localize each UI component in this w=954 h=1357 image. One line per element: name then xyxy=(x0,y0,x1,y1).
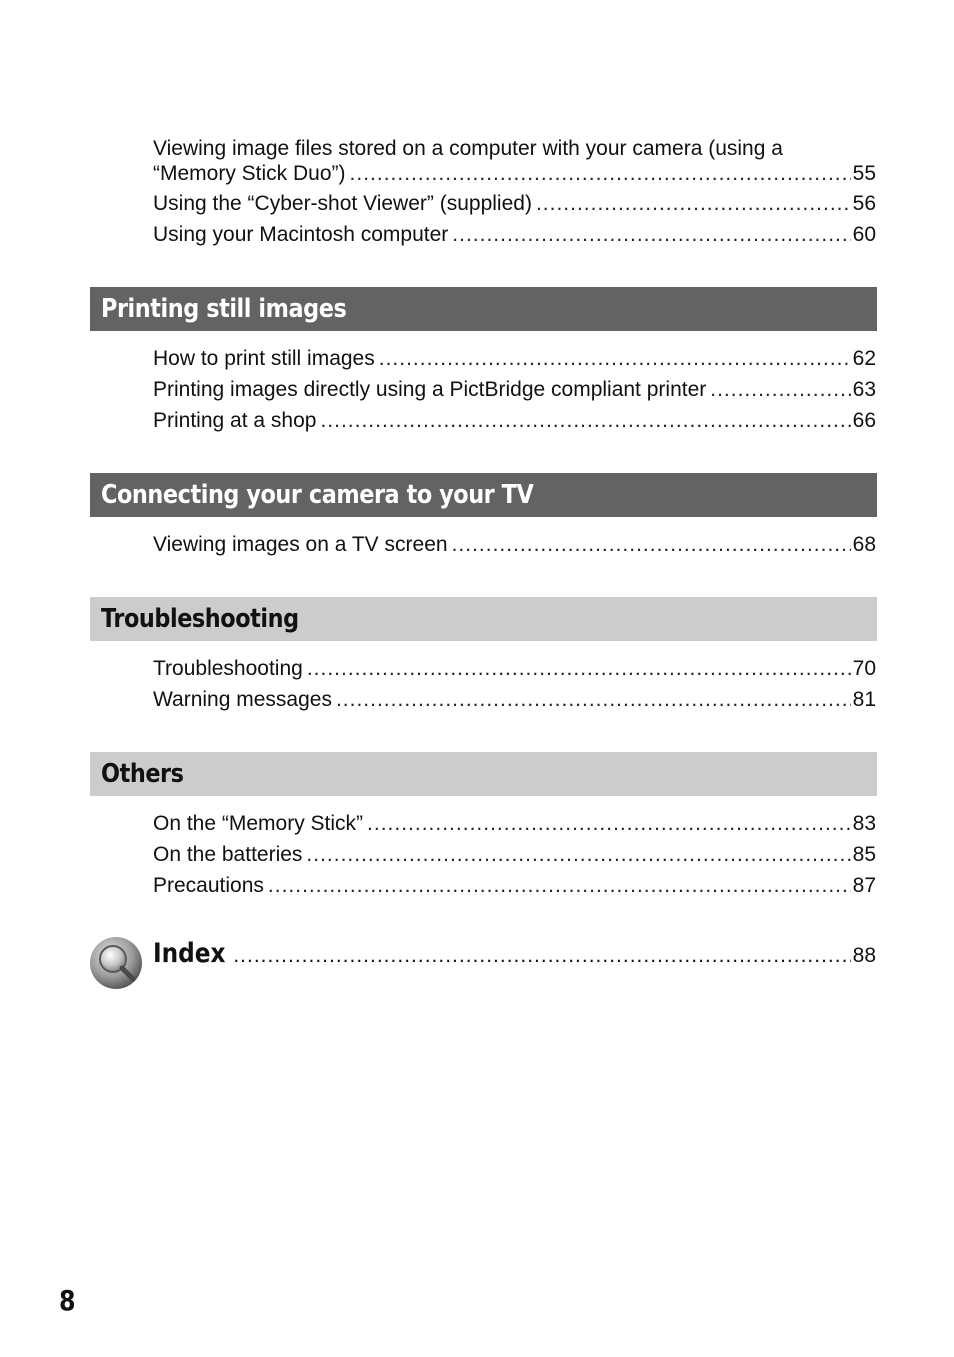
section-title: Others xyxy=(101,759,184,789)
toc-entry[interactable] xyxy=(153,188,876,219)
toc-entry[interactable] xyxy=(153,405,876,436)
toc-entry[interactable] xyxy=(153,219,876,250)
toc-entry[interactable] xyxy=(153,529,876,560)
toc-entry[interactable] xyxy=(153,684,876,715)
toc-entry-label: Printing at a shop xyxy=(153,409,317,432)
toc-entry-label: How to print still images xyxy=(153,347,375,370)
section-title: Connecting your camera to your TV xyxy=(101,480,534,510)
toc-entry[interactable] xyxy=(153,839,876,870)
toc-entry[interactable] xyxy=(153,653,876,684)
toc-entry[interactable] xyxy=(153,808,876,839)
leader-dots xyxy=(306,839,850,870)
section-title: Printing still images xyxy=(101,294,347,324)
section-entries-tv xyxy=(153,529,876,560)
toc-entry[interactable] xyxy=(153,343,876,374)
toc-entry-page: 63 xyxy=(852,378,876,401)
section-header-printing xyxy=(90,287,877,331)
toc-entry-page: 87 xyxy=(852,874,876,897)
index-page: 88 xyxy=(852,944,876,967)
leader-dots xyxy=(320,405,850,436)
section-entries-troubleshooting xyxy=(153,653,876,715)
index-label: Index xyxy=(153,938,226,969)
toc-entry-page: 83 xyxy=(852,812,876,835)
toc-entry-label: On the batteries xyxy=(153,843,303,866)
toc-entry-page: 68 xyxy=(852,533,876,556)
toc-entry-label: Viewing image files stored on a computer with your camera (using a xyxy=(153,137,783,160)
toc-entry-page: 60 xyxy=(852,223,876,246)
page-number: 8 xyxy=(59,1284,76,1317)
leader-dots xyxy=(336,684,851,715)
leader-dots xyxy=(367,808,851,839)
index-entry[interactable] xyxy=(153,938,876,969)
toc-entry-label: Viewing images on a TV screen xyxy=(153,533,448,556)
toc-entry-label: Troubleshooting xyxy=(153,657,303,680)
leader-dots xyxy=(350,161,851,186)
toc-entry-page: 56 xyxy=(852,192,876,215)
section-header-tv xyxy=(90,473,877,517)
leader-dots xyxy=(379,343,851,374)
toc-entry-label: Printing images directly using a PictBridge compliant printer xyxy=(153,378,707,401)
leader-dots xyxy=(268,870,851,901)
toc-entry-page: 81 xyxy=(852,688,876,711)
leader-dots xyxy=(452,529,851,560)
toc-entry-page: 55 xyxy=(852,162,876,185)
toc-entry-label: Using your Macintosh computer xyxy=(153,223,449,246)
toc-entry-page: 62 xyxy=(852,347,876,370)
section-title: Troubleshooting xyxy=(101,604,299,634)
section-entries-others xyxy=(153,808,876,901)
toc-entry[interactable] xyxy=(153,374,876,405)
magnifier-icon xyxy=(89,936,143,990)
toc-entry-label: Using the “Cyber-shot Viewer” (supplied) xyxy=(153,192,532,215)
leader-dots xyxy=(233,944,850,968)
section-header-troubleshooting xyxy=(90,597,877,641)
toc-entry-page: 66 xyxy=(852,409,876,432)
toc-entry[interactable] xyxy=(153,870,876,901)
intro-entry-list xyxy=(153,136,876,250)
leader-dots xyxy=(452,219,850,250)
section-entries-printing xyxy=(153,343,876,436)
toc-entry-page: 70 xyxy=(852,657,876,680)
leader-dots xyxy=(710,374,850,405)
toc-entry-label: Precautions xyxy=(153,874,264,897)
toc-entry-label: “Memory Stick Duo”) xyxy=(153,162,346,185)
leader-dots xyxy=(307,653,851,684)
toc-entry[interactable] xyxy=(153,136,876,186)
toc-entry-page: 85 xyxy=(852,843,876,866)
section-header-others xyxy=(90,752,877,796)
toc-entry-label: On the “Memory Stick” xyxy=(153,812,364,835)
leader-dots xyxy=(536,188,851,219)
toc-entry-label: Warning messages xyxy=(153,688,332,711)
